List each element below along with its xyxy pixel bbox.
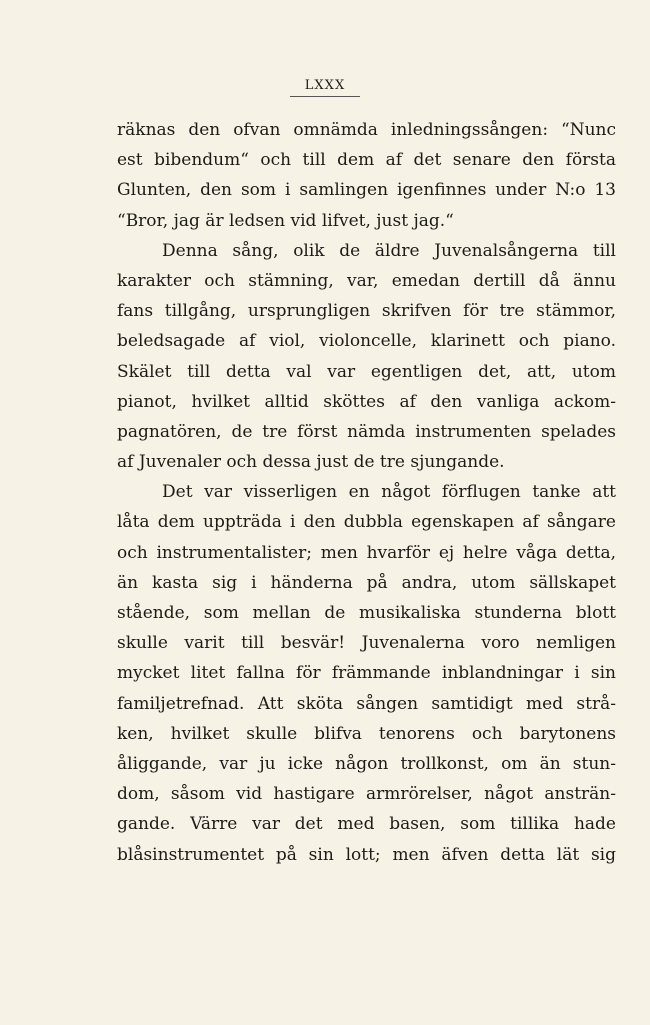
text-line: fans tillgång, ursprungligen skrifven för tre stämmor, <box>117 301 616 322</box>
text-line: Denna sång, olik de äldre Juvenalsångerna till <box>162 240 616 261</box>
text-line: Det var visserligen en något förflugen tanke att <box>162 482 616 503</box>
text-line: “Bror, jag är ledsen vid lifvet, just jag.“ <box>117 210 454 231</box>
page-number: LXXX <box>290 78 360 97</box>
page-header <box>0 74 650 97</box>
text-line: mycket litet fallna för främmande inblandningar i sin <box>117 663 616 684</box>
text-line: gande. Värre var det med basen, som tillika hade <box>117 814 616 835</box>
text-line: och instrumentalister; men hvarför ej helre våga detta, <box>117 542 616 563</box>
text-line: familjetrefnad. Att sköta sången samtidigt med strå- <box>117 693 616 714</box>
text-line: karakter och stämning, var, emedan dertill då ännu <box>117 270 616 291</box>
text-line: pagnatören, de tre först nämda instrumenten spelades <box>117 421 616 442</box>
text-line: af Juvenaler och dessa just de tre sjungande. <box>117 452 505 473</box>
text-line: beledsagade af viol, violoncelle, klarinett och piano. <box>117 331 616 352</box>
text-line: än kasta sig i händerna på andra, utom sällskapet <box>117 572 616 593</box>
text-line: stående, som mellan de musikaliska stunderna blott <box>117 603 616 623</box>
text-line: Skälet till detta val var egentligen det, att, utom <box>117 361 616 382</box>
text-line: pianot, hvilket alltid sköttes af den vanliga ackom- <box>117 391 616 412</box>
body-text <box>117 115 616 870</box>
text-line: räknas den ofvan omnämda inledningssången: “Nunc <box>117 120 616 140</box>
text-line: låta dem uppträda i den dubbla egenskapen af sångare <box>117 512 616 533</box>
text-line: Glunten, den som i samlingen igenfinnes under N:o 13 <box>117 180 616 201</box>
text-line: dom, såsom vid hastigare armrörelser, något ansträn- <box>117 784 616 805</box>
text-line: skulle varit till besvär! Juvenalerna voro nemligen <box>117 633 616 654</box>
text-line: est bibendum“ och till dem af det senare den första <box>117 150 616 171</box>
text-line: ken, hvilket skulle blifva tenorens och barytonens <box>117 723 616 744</box>
text-line: blåsinstrumentet på sin lott; men äfven detta lät sig <box>117 844 616 865</box>
text-line: åliggande, var ju icke någon trollkonst, om än stun- <box>117 753 616 774</box>
